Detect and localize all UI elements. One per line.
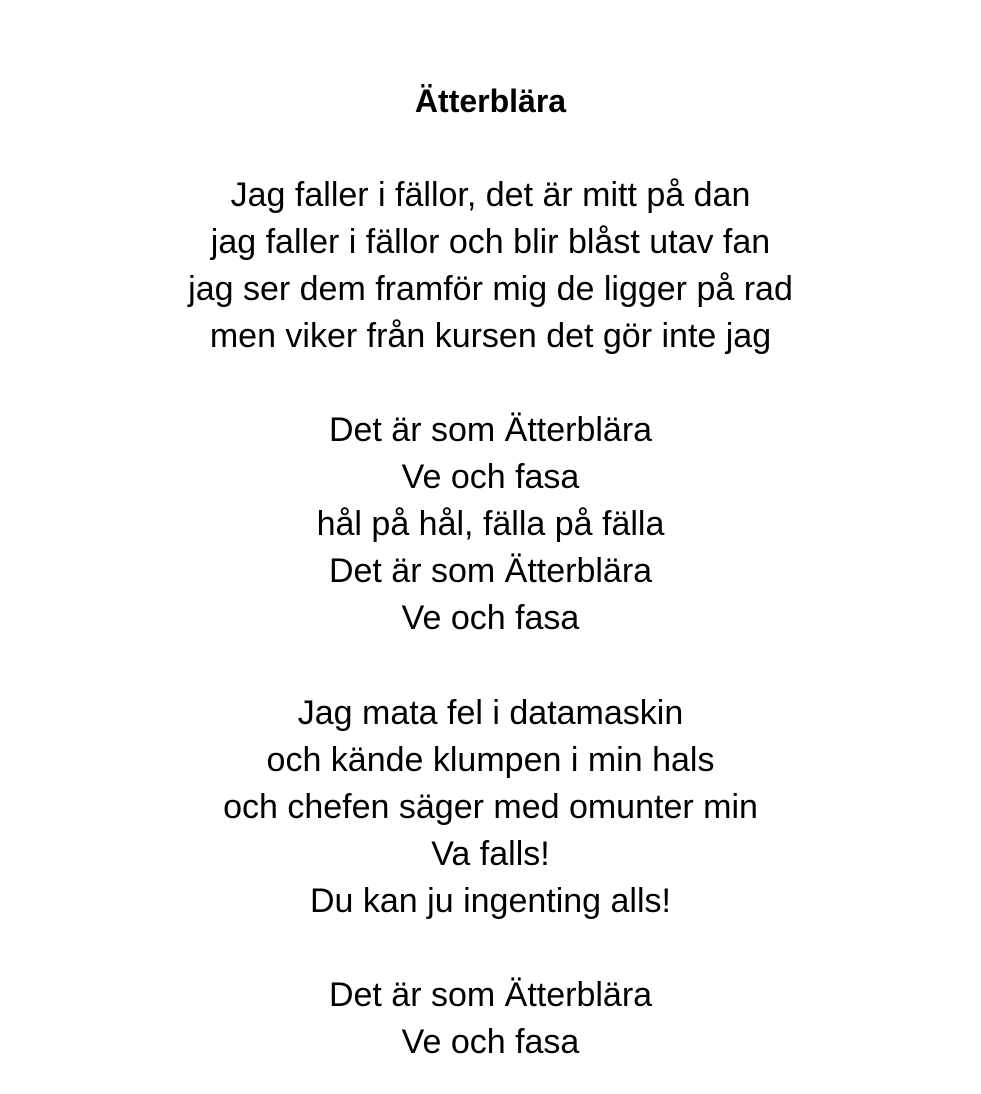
poem-title: Ätterblära (414, 83, 567, 119)
verse-line: Ve och fasa (401, 1023, 580, 1061)
verse-line: jag ser dem framför mig de ligger på rad (188, 270, 793, 308)
verse-line: men viker från kursen det gör inte jag (209, 317, 772, 355)
verse-line: Du kan ju ingenting alls! (309, 882, 671, 920)
stanza-1 (0, 172, 981, 360)
verse-line: Ve och fasa (401, 599, 580, 637)
verse-line: Ve och fasa (401, 458, 580, 496)
stanza-2-chorus (0, 407, 981, 642)
stanza-3 (0, 690, 981, 925)
verse-line: jag faller i fällor och blir blåst utav fan (210, 223, 771, 261)
verse-line: Jag faller i fällor, det är mitt på dan (230, 176, 751, 214)
verse-line: och chefen säger med omunter min (223, 788, 758, 826)
verse-line: Det är som Ätterblära (328, 552, 653, 590)
verse-line: Va falls! (431, 835, 550, 873)
stanza-4-chorus (0, 972, 981, 1066)
verse-line: Det är som Ätterblära (328, 976, 653, 1014)
verse-line: hål på hål, fälla på fälla (316, 505, 665, 543)
verse-line: Det är som Ätterblära (328, 411, 653, 449)
verse-line: Jag mata fel i datamaskin (297, 694, 684, 732)
verse-line: och kände klumpen i min hals (266, 741, 715, 779)
